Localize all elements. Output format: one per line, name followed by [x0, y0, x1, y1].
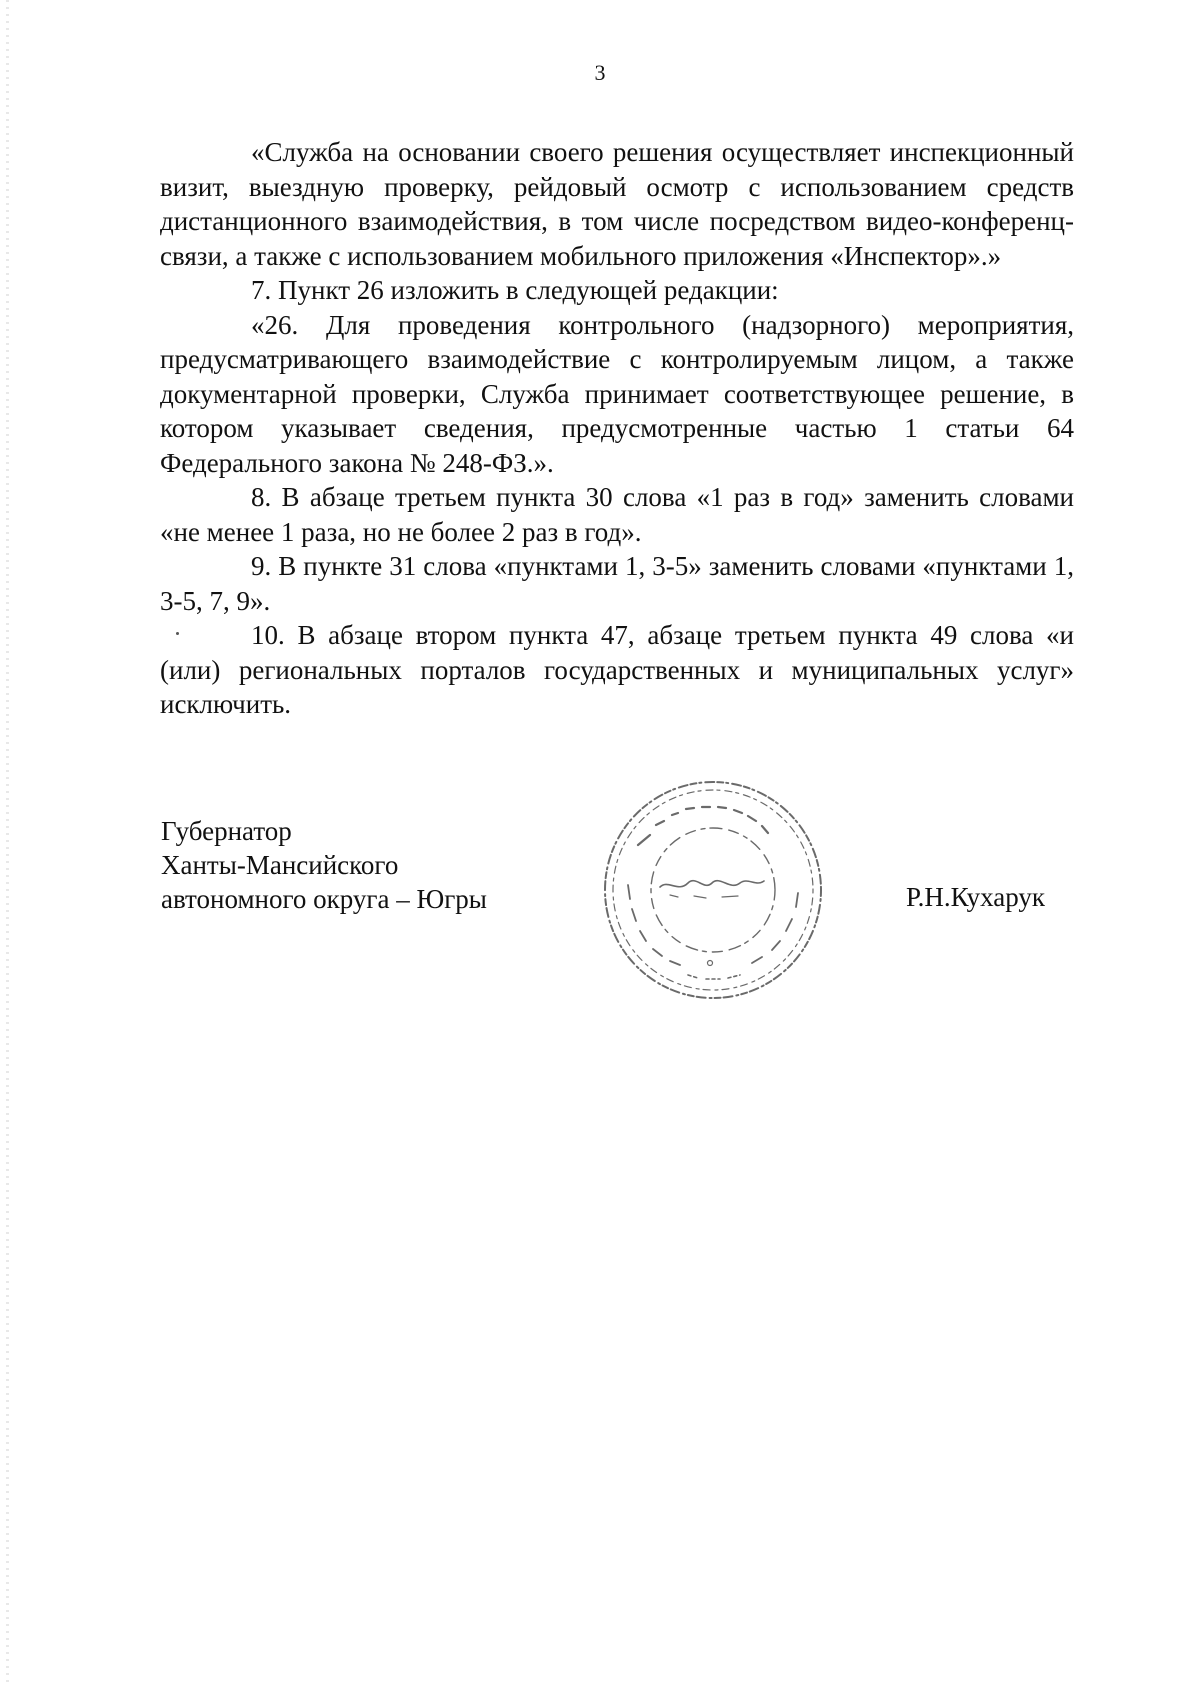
- scan-speck: [176, 632, 179, 635]
- paragraph-item-8: 8. В абзаце третьем пункта 30 слова «1 раз в год» заменить словами «не менее 1 раза, но не более 2 раз в год».: [160, 482, 1074, 547]
- paragraph-item-9: 9. В пункте 31 слова «пунктами 1, 3-5» заменить словами «пунктами 1, 3-5, 7, 9».: [160, 551, 1074, 616]
- paragraph-item-10: 10. В абзаце втором пункта 47, абзаце третьем пункта 49 слова «и (или) региональных порталов государственных и муниципальных услуг» исключить.: [160, 620, 1074, 719]
- document-body: [160, 135, 1074, 722]
- paragraph-service-inspection: «Служба на основании своего решения осуществляет инспекционный визит, выездную проверку, рейдовый осмотр с использованием средств дистанционного взаимодействия, в том числе посредством видео-конференц-связи, а также с использованием мобильного приложения «Инспектор».»: [160, 137, 1074, 271]
- page-number: 3: [594, 60, 606, 85]
- paragraph-item-7: 7. Пункт 26 изложить в следующей редакции:: [251, 275, 779, 305]
- signature-title-line: Ханты-Мансийского: [161, 850, 399, 880]
- signer-name: Р.Н.Кухарук: [906, 882, 1046, 912]
- official-seal-stamp: [598, 775, 828, 1005]
- signature-title-block: [161, 814, 487, 916]
- signature-title-line: автономного округа – Югры: [161, 884, 487, 914]
- scan-edge-artifact: [6, 0, 9, 1686]
- signature-title-line: Губернатор: [161, 816, 292, 846]
- paragraph-item-26-text: «26. Для проведения контрольного (надзорного) мероприятия, предусматривающего взаимодействие с контролируемым лицом, а также документарной проверки, Служба принимает соответствующее решение, в котором указывает сведения, предусмотренные частью 1 статьи 64 Федерального закона № 248-ФЗ.».: [160, 309, 1074, 478]
